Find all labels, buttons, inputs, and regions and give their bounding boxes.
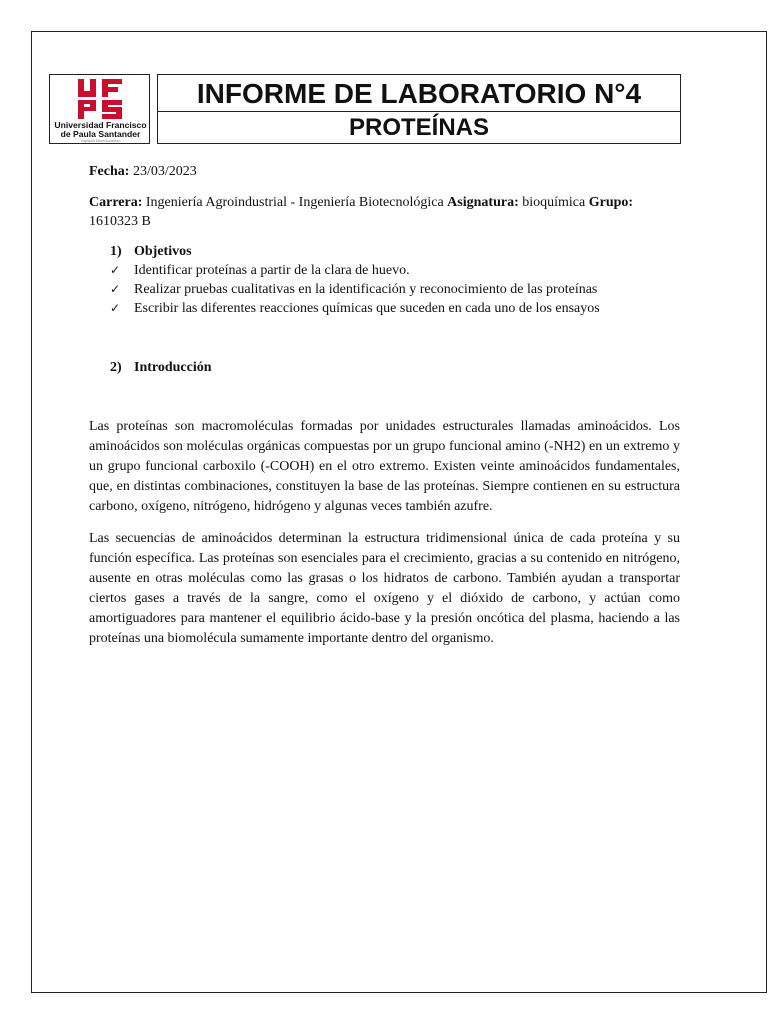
grupo-label: Grupo: (588, 195, 634, 210)
objetivos-list (89, 261, 680, 318)
list-item (110, 299, 680, 318)
introduccion-number: 2) (110, 360, 122, 375)
asignatura-value: bioquímica (522, 195, 586, 210)
objetivos-number: 1) (110, 244, 122, 259)
fecha-label: Fecha: (89, 164, 130, 179)
intro-paragraph-1: Las proteínas son macromoléculas formadas por unidades estructurales llamadas aminoácidos. Los aminoácidos son moléculas orgánicas compuestas por un grupo funcional amino (-NH2) en un extremo y un grupo funcional carboxilo (-COOH) en el otro extremo. Existen veinte aminoácidos fundamentales, que, en distintas combinaciones, constituyen la base de las proteínas. Siempre contienen en su estructura carbono, oxígeno, nitrógeno, hidrógeno y algunas veces también azufre. (89, 419, 680, 514)
university-logo (49, 74, 150, 144)
carrera-value: Ingeniería Agroindustrial - Ingeniería Biotecnológica (145, 195, 444, 210)
fecha-line (89, 162, 680, 181)
introduccion-title: Introducción (134, 360, 212, 375)
title-box (157, 74, 681, 144)
objetivos-heading (110, 242, 680, 261)
ufps-monogram-icon (76, 77, 124, 121)
carrera-label: Carrera: (89, 195, 143, 210)
list-item (110, 280, 680, 299)
intro-paragraph-2: Las secuencias de aminoácidos determinan la estructura tridimensional única de cada proteína y su función específica. Las proteínas son esenciales para el crecimiento, gracias a su contenido en nitrógeno, ausente en otras moléculas como las grasas o los hidratos de carbono. También ayudan a transportar ciertos gases a través de la sangre, como el oxígeno y el dióxido de carbono, y actúan como amortiguadores para mantener el equilibrio ácido-base y la presión oncótica del plasma, haciendo a las proteínas una biomolécula sumamente importante dentro del organismo. (89, 531, 680, 646)
logo-name-line1: Universidad Francisco (54, 120, 147, 130)
objetivo-text: Identificar proteínas a partir de la clara de huevo. (134, 263, 410, 278)
list-item (110, 261, 680, 280)
introduccion-heading (110, 358, 680, 377)
checkmark-icon: ✓ (110, 263, 121, 277)
objetivo-text: Escribir las diferentes reacciones químicas que suceden en cada uno de los ensayos (134, 301, 600, 316)
report-title: INFORME DE LABORATORIO N°4 (158, 75, 680, 112)
objetivo-text: Realizar pruebas cualitativas en la identificación y reconocimiento de las proteínas (134, 282, 598, 297)
checkmark-icon: ✓ (110, 282, 121, 296)
document-body (89, 162, 680, 649)
grupo-value: 1610323 B (89, 214, 151, 229)
asignatura-label: Asignatura: (447, 195, 519, 210)
checkmark-icon: ✓ (110, 301, 121, 315)
fecha-value: 23/03/2023 (132, 164, 197, 179)
logo-name-line2: de Paula Santander (60, 129, 141, 139)
report-subtitle: PROTEÍNAS (348, 114, 489, 141)
logo-tagline: Vigilada Mineducación (80, 138, 121, 143)
carrera-line (89, 193, 680, 231)
objetivos-title: Objetivos (134, 244, 192, 259)
